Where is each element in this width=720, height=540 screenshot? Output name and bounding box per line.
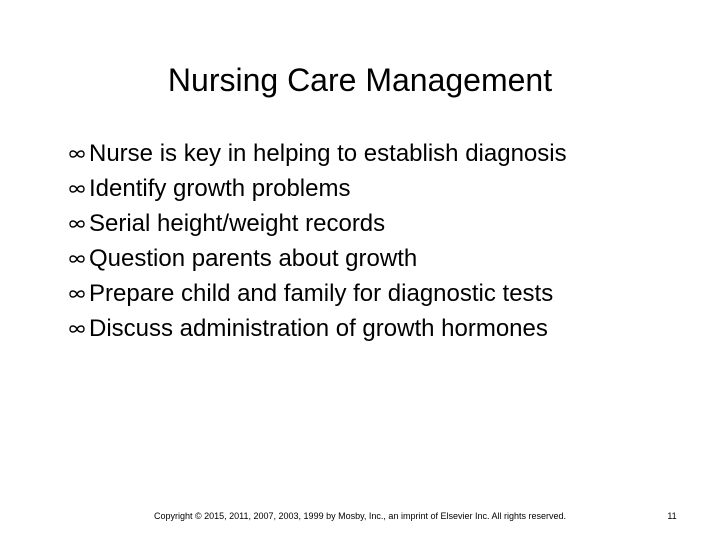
- infinity-bullet-icon: [68, 323, 86, 335]
- bullet-item: [68, 206, 567, 241]
- copyright-notice: Copyright © 2015, 2011, 2007, 2003, 1999 by Mosby, Inc., an imprint of Elsevier Inc. All rights reserved.: [153, 511, 567, 521]
- slide-footer: [0, 508, 720, 524]
- bullet-text: Question parents about growth: [89, 245, 418, 272]
- bullet-text: Prepare child and family for diagnostic tests: [89, 280, 554, 307]
- bullet-item: [68, 241, 567, 276]
- bullet-list: [68, 136, 567, 346]
- infinity-bullet-icon: [68, 183, 86, 195]
- infinity-bullet-icon: [68, 253, 86, 265]
- bullet-text: Discuss administration of growth hormones: [89, 315, 548, 342]
- infinity-bullet-icon: [68, 148, 86, 160]
- bullet-item: [68, 311, 567, 346]
- infinity-bullet-icon: [68, 218, 86, 230]
- bullet-item: [68, 171, 567, 206]
- bullet-text: Identify growth problems: [89, 175, 351, 202]
- bullet-item: [68, 276, 567, 311]
- slide-title: Nursing Care Management: [167, 62, 553, 98]
- bullet-item: [68, 136, 567, 171]
- bullet-text: Serial height/weight records: [89, 210, 386, 237]
- infinity-bullet-icon: [68, 288, 86, 300]
- bullet-text: Nurse is key in helping to establish diagnosis: [89, 140, 567, 167]
- page-number: 11: [667, 511, 677, 521]
